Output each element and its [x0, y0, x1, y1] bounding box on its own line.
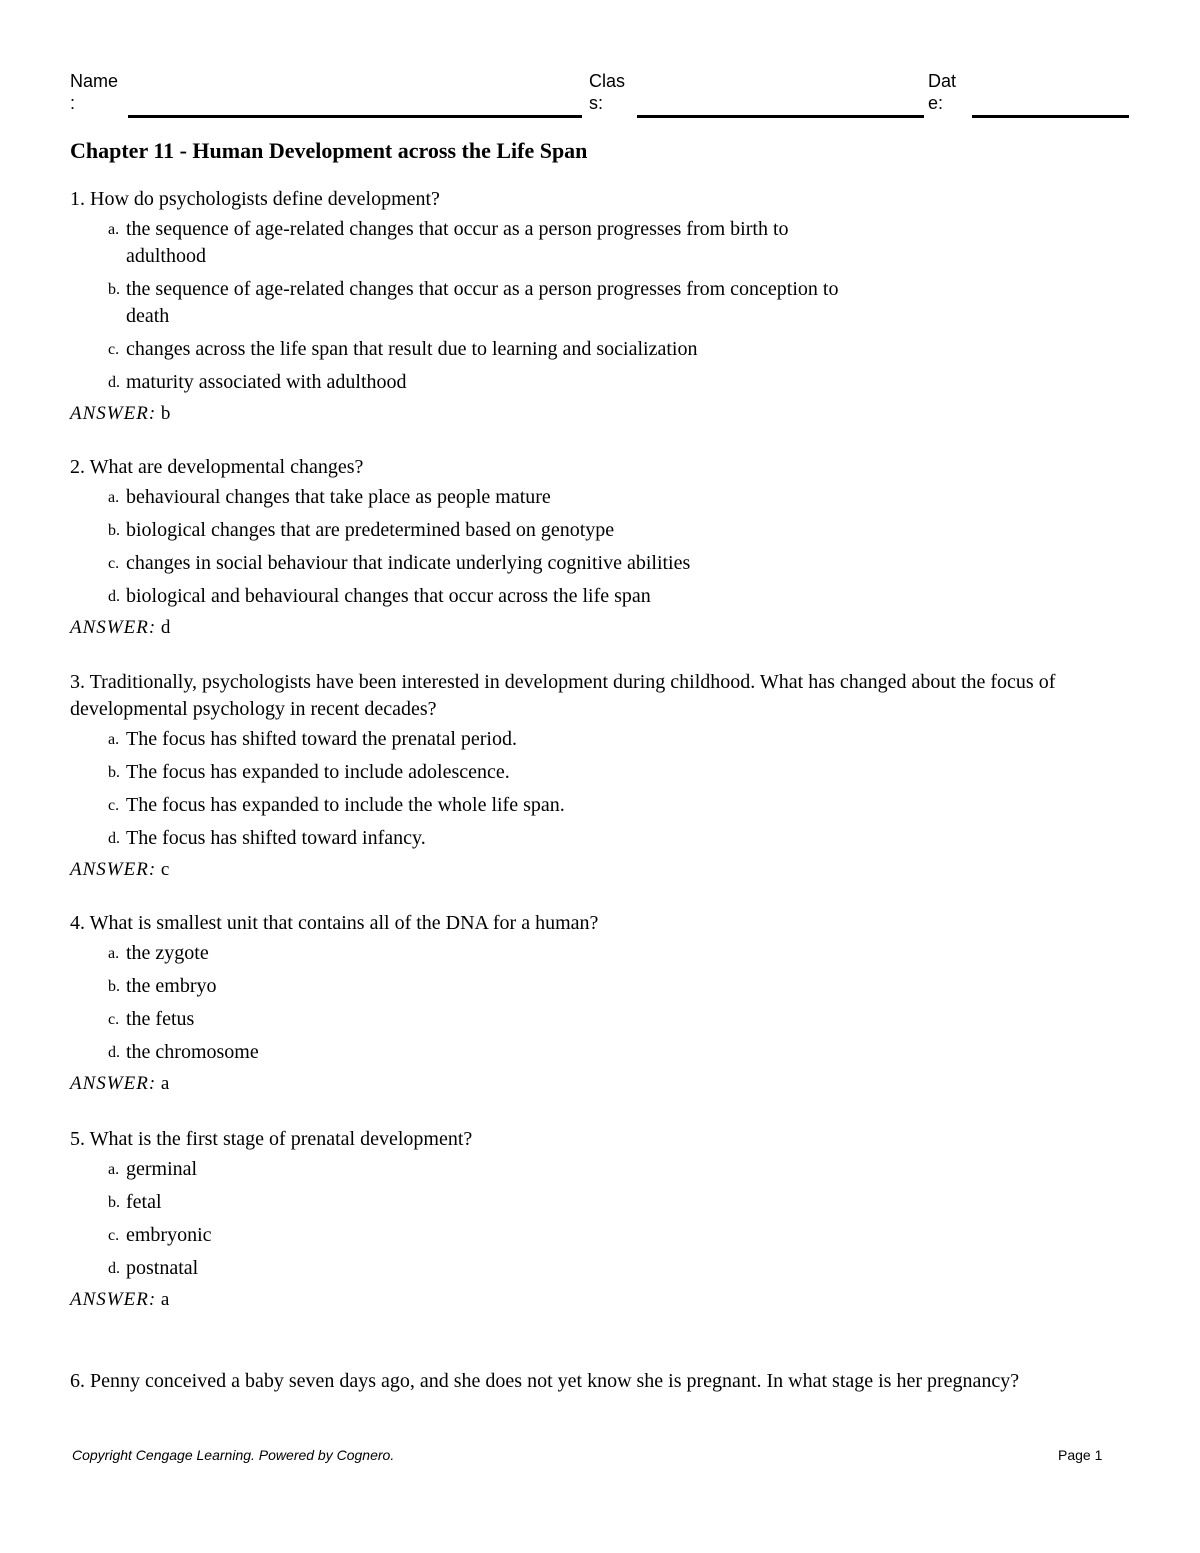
- option-text: the sequence of age-related changes that occur as a person progresses from conception to death: [126, 278, 839, 327]
- option-letter: d.: [108, 374, 120, 391]
- question-stem: 6. Penny conceived a baby seven days ago, and she does not yet know she is pregnant. In what stage is her pregnancy?: [70, 1370, 1020, 1392]
- option-letter: b.: [108, 522, 120, 539]
- option-d[interactable]: [70, 825, 1130, 852]
- options-list: [70, 1156, 1130, 1282]
- option-d[interactable]: [70, 583, 1130, 610]
- question-6: [70, 1368, 1130, 1395]
- answer-value: b: [160, 403, 171, 424]
- question-4: [70, 910, 1130, 1097]
- answer-line: [70, 400, 1130, 427]
- class-input-line[interactable]: [637, 115, 924, 118]
- options-list: [70, 726, 1130, 852]
- option-text: the embryo: [126, 975, 217, 997]
- option-text: the chromosome: [126, 1041, 259, 1063]
- option-d[interactable]: [70, 1255, 1130, 1282]
- option-letter: b.: [108, 978, 120, 995]
- page-title: Chapter 11 - Human Development across the Life Span: [70, 138, 588, 163]
- option-letter: d.: [108, 1044, 120, 1061]
- option-letter: d.: [108, 588, 120, 605]
- option-text: embryonic: [126, 1224, 212, 1246]
- date-input-line[interactable]: [972, 115, 1129, 118]
- options-list: [70, 940, 1130, 1066]
- option-text: The focus has shifted toward infancy.: [126, 827, 426, 849]
- date-label-colon: e:: [928, 93, 944, 113]
- question-3: [70, 669, 1130, 883]
- option-letter: a.: [108, 221, 120, 238]
- name-input-line[interactable]: [128, 115, 582, 118]
- option-text: changes across the life span that result due to learning and socialization: [126, 338, 698, 360]
- option-letter: d.: [108, 1260, 120, 1277]
- options-list: [70, 484, 1130, 610]
- option-letter: a.: [108, 489, 120, 506]
- name-label: Name: [70, 71, 119, 91]
- option-letter: b.: [108, 1194, 120, 1211]
- option-a[interactable]: [70, 940, 1130, 967]
- answer-line: [70, 614, 1130, 641]
- option-c[interactable]: [70, 1222, 1130, 1249]
- name-field-label: [70, 70, 118, 114]
- option-text: biological changes that are predetermined based on genotype: [126, 519, 615, 541]
- class-field-label: [589, 70, 625, 114]
- option-letter: b.: [108, 764, 120, 781]
- question-stem: 3. Traditionally, psychologists have been interested in development during childhood. What has changed about the focus of developmental psychology in recent decades?: [70, 671, 1056, 720]
- option-letter: c.: [108, 1011, 120, 1028]
- date-field-label: [928, 70, 956, 114]
- option-text: The focus has expanded to include the whole life span.: [126, 794, 565, 816]
- footer-copyright: Copyright Cengage Learning. Powered by Cognero.: [72, 1447, 395, 1463]
- option-b[interactable]: [70, 276, 1130, 330]
- option-a[interactable]: [70, 484, 1130, 511]
- option-a[interactable]: [70, 216, 1130, 270]
- answer-label: ANSWER:: [70, 1289, 157, 1310]
- option-letter: a.: [108, 945, 120, 962]
- option-text: The focus has expanded to include adolescence.: [126, 761, 510, 783]
- answer-label: ANSWER:: [70, 403, 157, 424]
- question-2: [70, 454, 1130, 641]
- answer-value: c: [160, 859, 170, 880]
- option-a[interactable]: [70, 726, 1130, 753]
- name-label-colon: :: [70, 93, 76, 113]
- option-text: germinal: [126, 1158, 198, 1180]
- option-text: the sequence of age-related changes that occur as a person progresses from birth to adulthood: [126, 218, 789, 267]
- answer-value: a: [160, 1073, 170, 1094]
- question-stem: 1. How do psychologists define development?: [70, 188, 440, 210]
- question-stem: 4. What is smallest unit that contains all of the DNA for a human?: [70, 912, 599, 934]
- answer-label: ANSWER:: [70, 1073, 157, 1094]
- date-label: Dat: [928, 71, 957, 91]
- answer-label: ANSWER:: [70, 617, 157, 638]
- question-5: [70, 1126, 1130, 1313]
- page-number: Page 1: [1058, 1447, 1103, 1463]
- question-1: [70, 186, 1130, 427]
- option-letter: d.: [108, 830, 120, 847]
- option-text: the zygote: [126, 942, 209, 964]
- option-letter: c.: [108, 341, 120, 358]
- option-text: changes in social behaviour that indicate underlying cognitive abilities: [126, 552, 691, 574]
- answer-line: [70, 1286, 1130, 1313]
- question-stem: 5. What is the first stage of prenatal development?: [70, 1128, 473, 1150]
- option-text: postnatal: [126, 1257, 199, 1279]
- option-letter: c.: [108, 1227, 120, 1244]
- answer-value: a: [160, 1289, 170, 1310]
- option-d[interactable]: [70, 1039, 1130, 1066]
- option-text: maturity associated with adulthood: [126, 371, 407, 393]
- option-letter: c.: [108, 555, 120, 572]
- answer-label: ANSWER:: [70, 859, 157, 880]
- option-c[interactable]: [70, 1006, 1130, 1033]
- option-c[interactable]: [70, 336, 1130, 363]
- option-d[interactable]: [70, 369, 1130, 396]
- option-b[interactable]: [70, 973, 1130, 1000]
- answer-line: [70, 1070, 1130, 1097]
- option-b[interactable]: [70, 517, 1130, 544]
- option-c[interactable]: [70, 792, 1130, 819]
- option-letter: c.: [108, 797, 120, 814]
- option-b[interactable]: [70, 1189, 1130, 1216]
- answer-line: [70, 856, 1130, 883]
- options-list: [70, 216, 1130, 396]
- option-a[interactable]: [70, 1156, 1130, 1183]
- option-text: behavioural changes that take place as people mature: [126, 486, 551, 508]
- option-letter: a.: [108, 731, 120, 748]
- option-text: biological and behavioural changes that occur across the life span: [126, 585, 651, 607]
- option-text: fetal: [126, 1191, 162, 1213]
- option-letter: b.: [108, 281, 120, 298]
- option-text: the fetus: [126, 1008, 195, 1030]
- answer-value: d: [160, 617, 171, 638]
- option-b[interactable]: [70, 759, 1130, 786]
- option-letter: a.: [108, 1161, 120, 1178]
- question-stem: 2. What are developmental changes?: [70, 456, 364, 478]
- class-label-colon: s:: [589, 93, 604, 113]
- class-label: Clas: [589, 71, 626, 91]
- option-c[interactable]: [70, 550, 1130, 577]
- option-text: The focus has shifted toward the prenatal period.: [126, 728, 517, 750]
